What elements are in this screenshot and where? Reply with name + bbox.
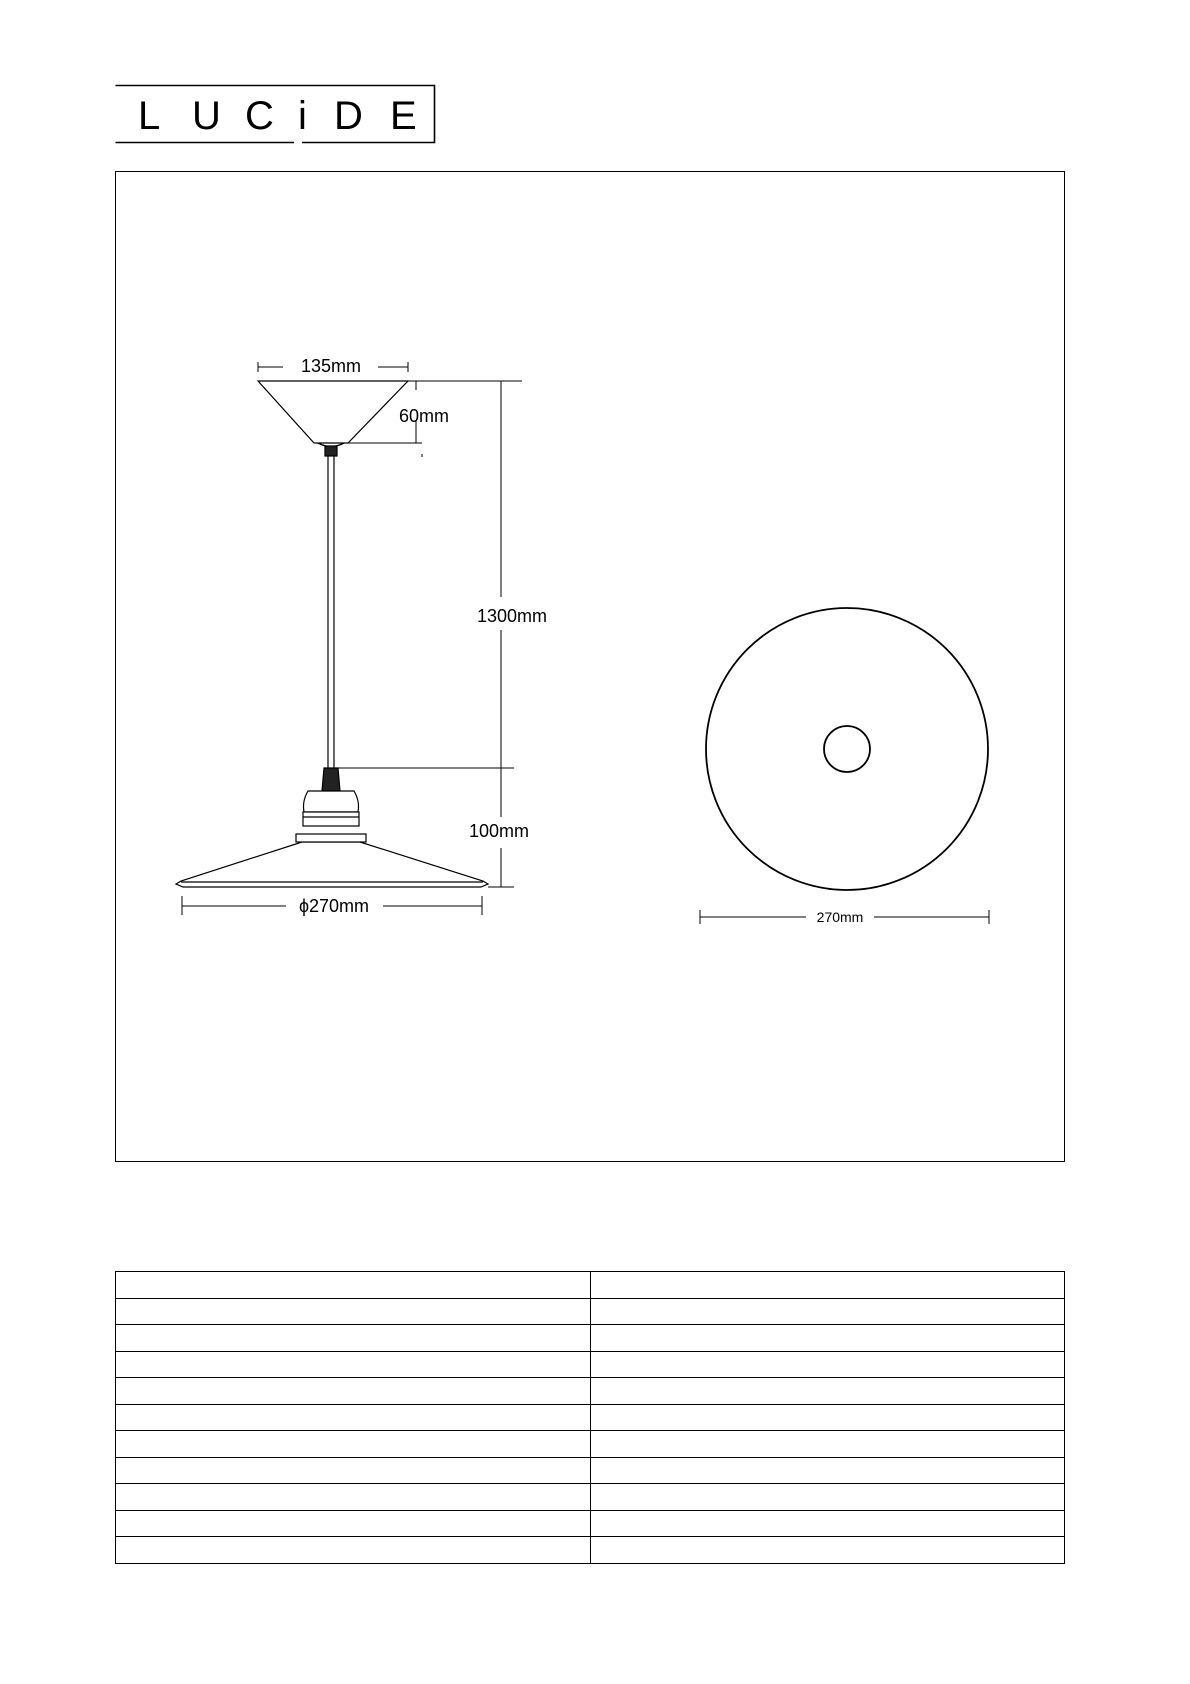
brand-wordmark xyxy=(138,94,417,138)
lamp-holder xyxy=(304,791,359,812)
brand-letter-u: U xyxy=(192,94,221,138)
table-row xyxy=(116,1537,1065,1564)
table-row xyxy=(116,1510,1065,1537)
table-row xyxy=(116,1351,1065,1378)
table-cell xyxy=(590,1457,1065,1484)
table-row xyxy=(116,1325,1065,1352)
table-cell xyxy=(116,1351,591,1378)
table-cell xyxy=(116,1537,591,1564)
brand-letter-d: D xyxy=(334,94,363,138)
table-cell xyxy=(590,1325,1065,1352)
canopy-width-label: 135mm xyxy=(300,356,362,376)
table-cell xyxy=(590,1351,1065,1378)
table-cell xyxy=(590,1510,1065,1537)
shade-shape xyxy=(176,842,488,887)
table-row xyxy=(116,1272,1065,1299)
lamp-holder-ring xyxy=(303,812,359,826)
shade-diameter-label: ϕ270mm xyxy=(298,896,370,916)
table-row xyxy=(116,1457,1065,1484)
table-cell xyxy=(116,1404,591,1431)
table-cell xyxy=(590,1404,1065,1431)
table-cell xyxy=(590,1272,1065,1299)
shade-height-label: 100mm xyxy=(469,821,530,841)
table-row xyxy=(116,1378,1065,1405)
table-cell xyxy=(116,1457,591,1484)
cable-grip-top xyxy=(325,446,337,456)
table-cell xyxy=(590,1378,1065,1405)
table-cell xyxy=(590,1298,1065,1325)
cable-grip-bottom xyxy=(322,768,340,791)
table-cell xyxy=(590,1431,1065,1458)
holder-opening-circle xyxy=(824,726,870,772)
canopy-shape xyxy=(258,381,408,443)
table-cell xyxy=(116,1378,591,1405)
top-view xyxy=(706,608,988,890)
table-row xyxy=(116,1298,1065,1325)
brand-letter-i: i xyxy=(298,94,307,138)
table-cell xyxy=(116,1431,591,1458)
canopy-height-label: 60mm xyxy=(399,406,450,426)
brand-letter-e: E xyxy=(390,94,417,138)
top-diameter-label: 270mm xyxy=(816,909,864,925)
table-cell xyxy=(590,1484,1065,1511)
table-cell xyxy=(116,1272,591,1299)
brand-logo xyxy=(114,84,436,144)
technical-drawing-frame xyxy=(115,171,1065,1162)
side-view xyxy=(176,381,488,887)
table-cell xyxy=(116,1510,591,1537)
table-cell xyxy=(116,1325,591,1352)
brand-letter-l: L xyxy=(138,94,161,138)
table-cell xyxy=(116,1484,591,1511)
brand-letter-c: C xyxy=(245,94,274,138)
shade-outline-circle xyxy=(706,608,988,890)
technical-drawing xyxy=(116,172,1066,1163)
cable-length-label: 1300mm xyxy=(477,606,548,626)
table-row xyxy=(116,1484,1065,1511)
table-row xyxy=(116,1404,1065,1431)
table-row xyxy=(116,1431,1065,1458)
table-cell xyxy=(590,1537,1065,1564)
shade-collar xyxy=(296,834,366,842)
table-cell xyxy=(116,1298,591,1325)
spec-table xyxy=(115,1271,1065,1564)
